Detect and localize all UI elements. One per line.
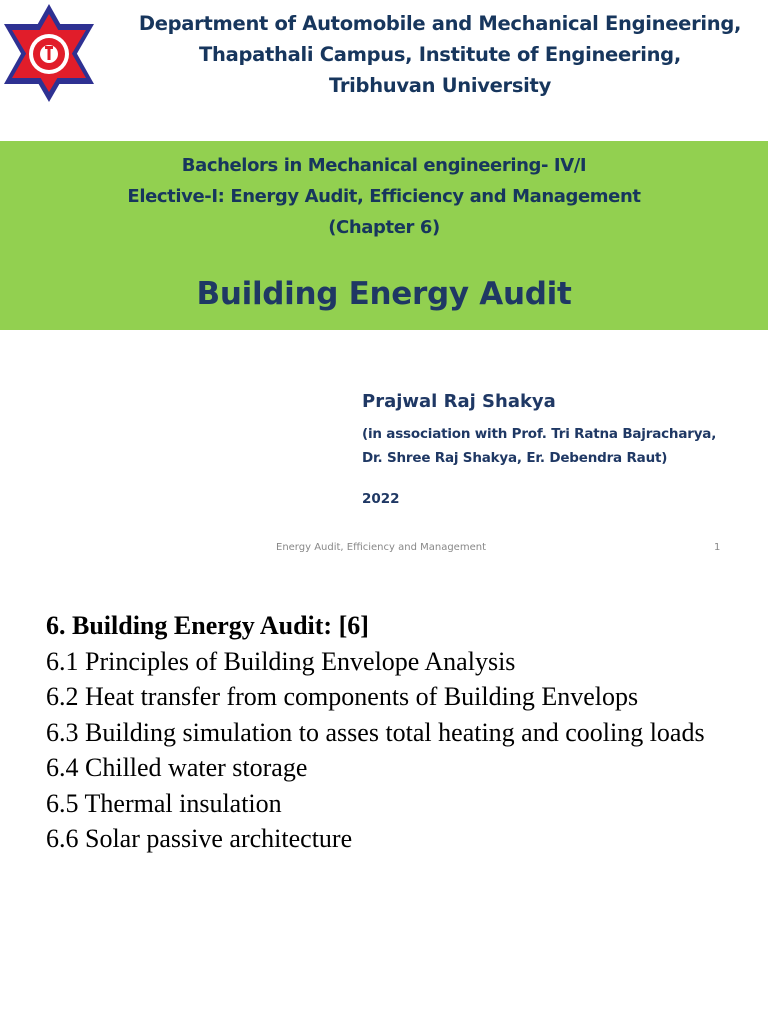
chapter-heading: 6. Building Energy Audit: [6] bbox=[46, 611, 369, 640]
association-line: Dr. Shree Raj Shakya, Er. Debendra Raut) bbox=[362, 450, 668, 466]
department-line: Department of Automobile and Mechanical Engineering, bbox=[138, 12, 742, 35]
toc-item: 6.4 Chilled water storage bbox=[46, 753, 308, 782]
course-line: Bachelors in Mechanical engineering- IV/I bbox=[181, 155, 587, 176]
author-association bbox=[362, 422, 716, 470]
department-line: Tribhuvan University bbox=[328, 74, 551, 97]
university-logo bbox=[2, 2, 96, 104]
chapter-contents bbox=[46, 608, 746, 857]
course-info bbox=[0, 150, 768, 243]
slide-title: Building Energy Audit bbox=[196, 276, 572, 312]
department-heading bbox=[110, 8, 768, 101]
toc-item: 6.6 Solar passive architecture bbox=[46, 824, 353, 853]
toc-item: 6.2 Heat transfer from components of Building Envelops bbox=[46, 682, 639, 711]
course-line: (Chapter 6) bbox=[328, 217, 440, 238]
toc-item: 6.1 Principles of Building Envelope Analysis bbox=[46, 646, 516, 676]
course-line: Elective-I: Energy Audit, Efficiency and Management bbox=[127, 186, 641, 207]
toc-item: 6.3 Building simulation to asses total heating and cooling loads bbox=[46, 717, 705, 747]
department-line: Thapathali Campus, Institute of Engineering, bbox=[199, 43, 681, 66]
page-number: 1 bbox=[714, 542, 721, 553]
toc-item: 6.5 Thermal insulation bbox=[46, 788, 282, 818]
year: 2022 bbox=[362, 491, 400, 507]
association-line: (in association with Prof. Tri Ratna Bajracharya, bbox=[362, 426, 717, 442]
author-name: Prajwal Raj Shakya bbox=[362, 391, 556, 412]
slide-footer: Energy Audit, Efficiency and Management bbox=[276, 542, 486, 553]
